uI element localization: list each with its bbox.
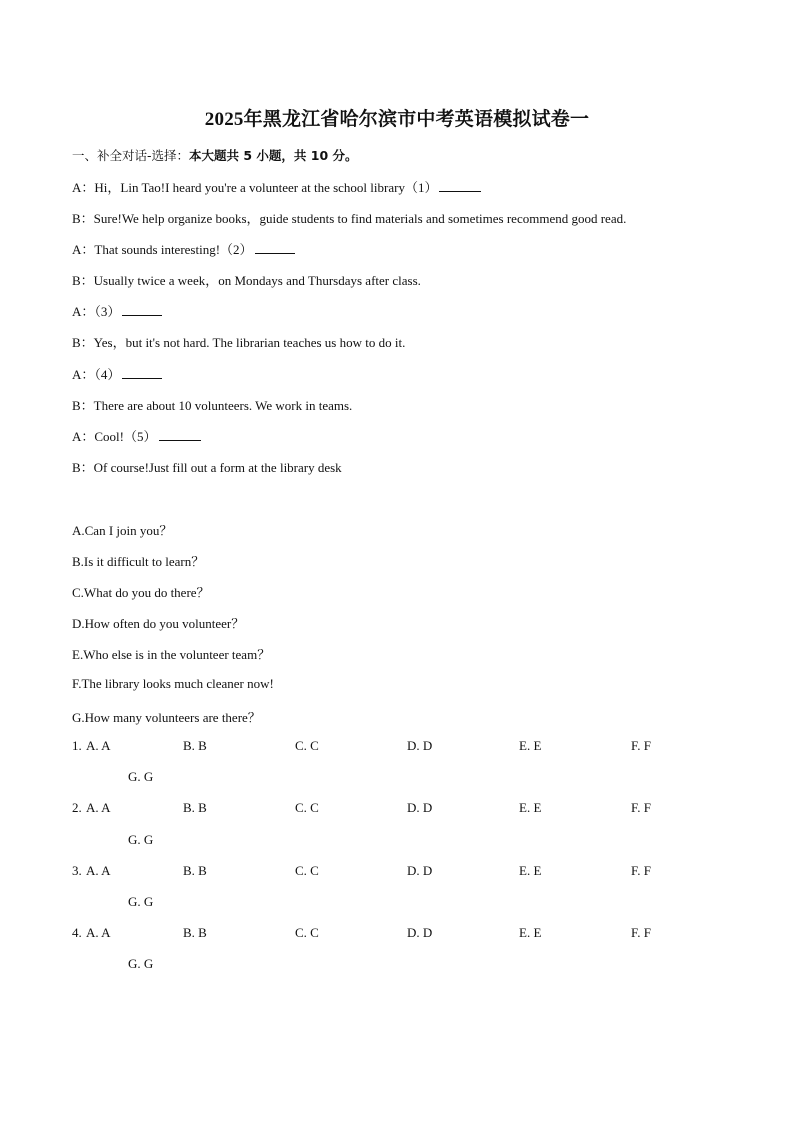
option-e[interactable]: E. E	[519, 863, 542, 878]
dialogue-text: B：Yes，but it's not hard. The librarian teaches us how to do it.	[72, 335, 406, 350]
choice-item: A.Can I join you？	[72, 523, 173, 538]
dialogue-line-6	[72, 332, 405, 351]
option-b[interactable]: B. B	[183, 863, 207, 878]
option-g[interactable]: G. G	[128, 769, 154, 784]
option-f[interactable]: F. F	[631, 863, 651, 878]
option-f[interactable]: F. F	[631, 800, 651, 815]
dialogue-text: B：Usually twice a week，on Mondays and Thursdays after class.	[72, 273, 421, 288]
choice-item: C.What do you do there？	[72, 585, 210, 600]
question-number: 1.	[72, 738, 82, 753]
dialogue-line-7	[72, 364, 162, 383]
option-d[interactable]: D. D	[407, 925, 433, 940]
option-c[interactable]: C. C	[295, 738, 319, 753]
dialogue-line-2	[72, 208, 626, 227]
dialogue-line-1	[72, 177, 481, 196]
dialogue-line-5	[72, 301, 162, 320]
answer-blank[interactable]	[439, 179, 481, 192]
dialogue-line-3	[72, 239, 295, 258]
dialogue-line-10	[72, 457, 342, 476]
dialogue-text: B：There are about 10 volunteers. We work in teams.	[72, 398, 353, 413]
section-heading-prefix: 一、补全对话-选择：	[72, 148, 190, 163]
choice-item: B.Is it difficult to learn？	[72, 554, 205, 569]
option-g[interactable]: G. G	[128, 894, 154, 909]
question-row-3	[72, 863, 732, 881]
dialogue-line-9	[72, 426, 201, 445]
option-d[interactable]: D. D	[407, 800, 433, 815]
option-d[interactable]: D. D	[407, 738, 433, 753]
option-b[interactable]: B. B	[183, 925, 207, 940]
question-number: 2.	[72, 800, 82, 815]
option-e[interactable]: E. E	[519, 925, 542, 940]
answer-blank[interactable]	[122, 303, 162, 316]
option-b[interactable]: B. B	[183, 800, 207, 815]
option-e[interactable]: E. E	[519, 800, 542, 815]
answer-blank[interactable]	[122, 366, 162, 379]
option-e[interactable]: E. E	[519, 738, 542, 753]
option-c[interactable]: C. C	[295, 800, 319, 815]
option-g[interactable]: G. G	[128, 956, 154, 971]
option-a[interactable]: A. A	[86, 863, 111, 878]
question-number: 4.	[72, 925, 82, 940]
dialogue-text: A：Hi，Lin Tao!I heard you're a volunteer at the school library（1）	[72, 180, 438, 195]
choice-item: F.The library looks much cleaner now!	[72, 676, 274, 691]
dialogue-text: A：（3）	[72, 304, 121, 319]
section-heading-rest: 本大题共 5 小题，共 10 分。	[189, 148, 358, 163]
option-d[interactable]: D. D	[407, 863, 433, 878]
dialogue-line-4	[72, 270, 421, 289]
choice-item: E.Who else is in the volunteer team？	[72, 647, 271, 662]
question-row-4	[72, 925, 732, 943]
page-title: 2025年黑龙江省哈尔滨市中考英语模拟试卷一	[204, 109, 590, 130]
question-number: 3.	[72, 863, 82, 878]
option-a[interactable]: A. A	[86, 800, 111, 815]
option-g[interactable]: G. G	[128, 832, 154, 847]
choice-item: G.How many volunteers are there？	[72, 710, 261, 725]
option-b[interactable]: B. B	[183, 738, 207, 753]
option-f[interactable]: F. F	[631, 738, 651, 753]
dialogue-text: B：Of course!Just fill out a form at the library desk	[72, 460, 342, 475]
question-row-2	[72, 800, 732, 818]
answer-blank[interactable]	[159, 428, 201, 441]
dialogue-text: A：Cool!（5）	[72, 429, 157, 444]
dialogue-text: B：Sure!We help organize books，guide students to find materials and sometimes recommend good read.	[72, 211, 627, 226]
dialogue-text: A：（4）	[72, 367, 121, 382]
answer-blank[interactable]	[255, 241, 295, 254]
option-a[interactable]: A. A	[86, 925, 111, 940]
dialogue-line-8	[72, 395, 352, 414]
section-heading	[72, 146, 358, 164]
dialogue-text: A：That sounds interesting!（2）	[72, 242, 253, 257]
choice-item: D.How often do you volunteer？	[72, 616, 245, 631]
option-c[interactable]: C. C	[295, 863, 319, 878]
option-c[interactable]: C. C	[295, 925, 319, 940]
question-row-1	[72, 738, 732, 756]
option-a[interactable]: A. A	[86, 738, 111, 753]
option-f[interactable]: F. F	[631, 925, 651, 940]
